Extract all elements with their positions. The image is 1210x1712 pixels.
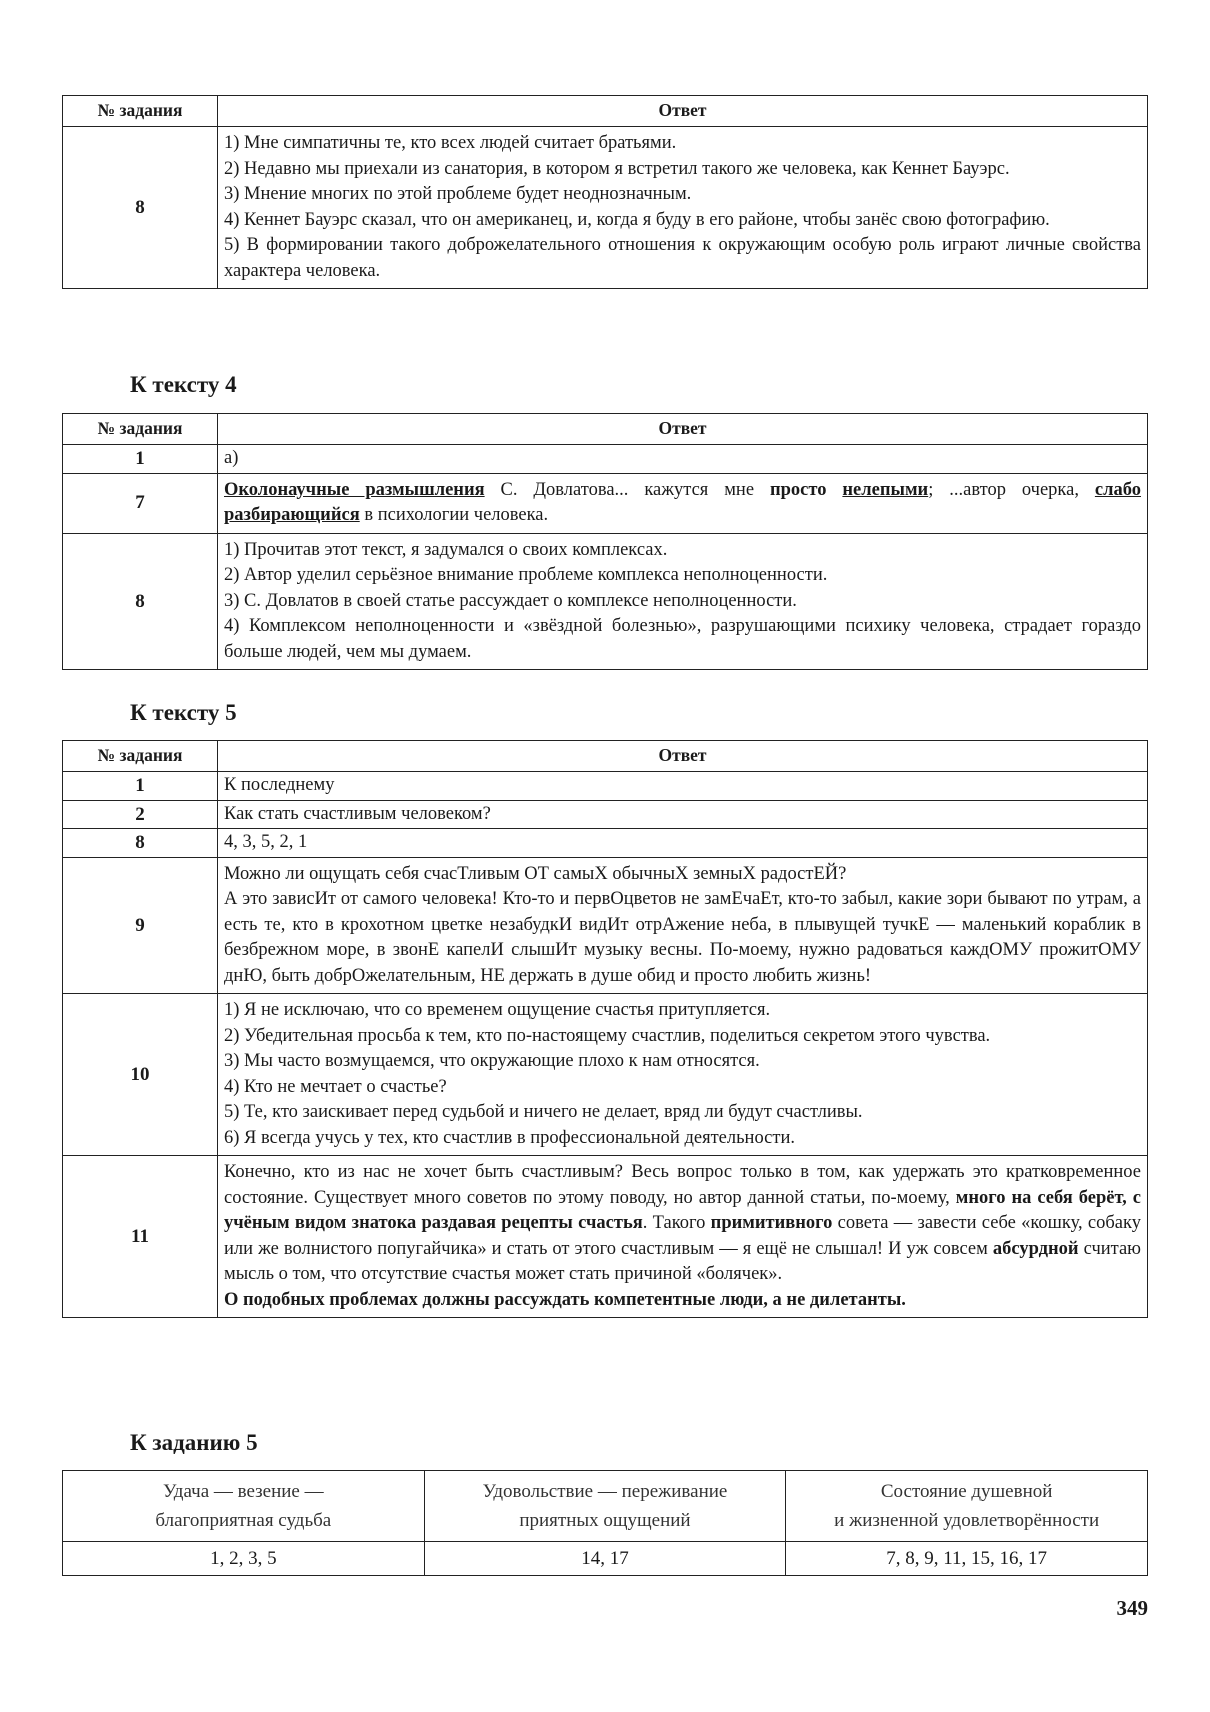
answer-fragment: примитивного [710,1213,833,1233]
answer-line: 2) Недавно мы приехали из санатория, в котором я встретил такого же человека, как Кеннет Бауэрс. [224,158,1010,179]
answer-fragment: . Такого [642,1213,711,1233]
answer-cell [218,473,1148,533]
answer-line: А это зависИт от самого человека! Кто-то и первОцветов не замЕчаЕт, кто-то забыл, какие зори бывают по утрам, а есть те, кто в крохотном цветке незабудкИ видИт отрАжение неба, в плывущей тучкЕ — маленький кораблик в безбрежном море, в звонЕ капелИ слышИт музыку весны. По-моему, нужно радоваться каждОМУ прожитОМУ днЮ, быть добрОжелательным, НЕ держать в душе обид и просто любить жизнь! [224,889,1141,986]
answer-line: 1) Прочитав этот текст, я задумался о своих комплексах. [224,539,668,560]
task-number: 1 [63,772,218,801]
classification-header [63,1471,425,1542]
task-number: 8 [63,829,218,858]
table-row [63,533,1148,670]
task-number: 8 [63,127,218,289]
answer-fragment: С. Довлатова... кажутся мне [484,479,770,500]
answer-line: 5) Те, кто заискивает перед судьбой и ничего не делает, вряд ли будут счастливы. [224,1102,863,1122]
table-row [63,473,1148,533]
header-line: благоприятная судьба [155,1510,332,1531]
answer-fragment: много на себя берёт, с учёным видом знатока раздавая рецепты счастья [224,1187,1141,1233]
answer-header: Ответ [218,741,1148,772]
table-header-row [63,414,1148,445]
classification-value: 14, 17 [424,1542,786,1576]
classification-values-row [63,1542,1148,1576]
task-number: 2 [63,800,218,829]
answer-cell: 4, 3, 5, 2, 1 [218,829,1148,858]
task-number: 10 [63,994,218,1156]
task-number: 9 [63,857,218,994]
task-number: 11 [63,1156,218,1318]
task-number: 8 [63,533,218,670]
answer-line: 4) Кто не мечтает о счастье? [224,1076,447,1097]
section-title-task5: К заданию 5 [130,1430,258,1455]
answer-line: 3) С. Довлатов в своей статье рассуждает о комплексе неполноценности. [224,590,797,611]
table-row [63,857,1148,994]
answer-line: 4) Кеннет Бауэрс сказал, что он американец, и, когда я буду в его районе, чтобы занёс свою фотографию. [224,209,1050,230]
answer-cell [218,857,1148,994]
answer-cell [218,127,1148,289]
answer-line: 1) Я не исключаю, что со временем ощущение счастья притупляется. [224,1000,771,1020]
answer-header: Ответ [218,414,1148,445]
classification-header-row [63,1471,1148,1542]
table-row [63,772,1148,801]
section-title-text4: К тексту 4 [130,372,237,397]
task-number: 7 [63,473,218,533]
answer-line: 1) Мне симпатичны те, кто всех людей считает братьями. [224,133,677,153]
answer-header: Ответ [218,96,1148,127]
answer-cell: а) [218,445,1148,474]
answer-line: 3) Мнение многих по этой проблеме будет неоднозначным. [224,184,692,204]
header-line: Удача — везение — [163,1481,324,1502]
answer-cell [218,1156,1148,1318]
answer-fragment: считаю мысль о том, что отсутствие счастья может стать причиной «болячек». [224,1238,1141,1284]
answer-line: 2) Автор уделил серьёзное внимание проблеме комплекса неполноценности. [224,565,828,585]
header-line: Состояние душевной [880,1481,1053,1502]
task-number-header: № задания [63,96,218,127]
task-number-header: № задания [63,741,218,772]
answer-fragment: ; ...автор очерка, [928,479,1095,500]
table-row [63,800,1148,829]
answer-line: 3) Мы часто возмущаемся, что окружающие плохо к нам относятся. [224,1051,760,1071]
table-row [63,445,1148,474]
header-line: Удовольствие — переживание [482,1481,728,1502]
answer-fragment: в психологии человека. [359,505,549,525]
answers-table-text3-continued [62,95,1148,289]
answer-line: 6) Я всегда учусь у тех, кто счастлив в профессиональной деятельности. [224,1127,795,1148]
answer-fragment: абсурдной [992,1238,1079,1259]
answer-cell [218,994,1148,1156]
table-header-row [63,741,1148,772]
answer-fragment: совета — завести себе «кошку, собаку или же волнистого попугайчика» и стать от этого счастливым — я ещё не слышал! И уж совсем [224,1213,1141,1259]
answers-table-text5 [62,740,1148,1318]
classification-header [786,1471,1148,1542]
answer-line: 5) В формировании такого доброжелательного отношения к окружающим особую роль играют личные свойства характера человека. [224,235,1141,281]
classification-header [424,1471,786,1542]
answer-line: 2) Убедительная просьба к тем, кто по-настоящему счастлив, поделиться секретом этого чувства. [224,1025,991,1046]
header-line: приятных ощущений [519,1510,691,1531]
table-row [63,127,1148,289]
answer-fragment: Конечно, кто из нас не хочет быть счастливым? Весь вопрос только в том, как удержать это кратковременное состояние. Существует много советов по этому поводу, но автор данной статьи, по-моему, [224,1162,1141,1208]
table-row [63,829,1148,858]
table-row [63,994,1148,1156]
answer-fragment: просто [769,479,843,500]
answer-fragment: нелепыми [842,479,929,500]
answer-cell [218,533,1148,670]
task-number: 1 [63,445,218,474]
classification-table [62,1470,1148,1576]
answer-fragment: Околонаучные размышления [224,479,485,500]
answer-line: 4) Комплексом неполноценности и «звёздной болезнью», разрушающими психику человека, страдает гораздо больше людей, чем мы думаем. [224,616,1141,662]
answer-line: Можно ли ощущать себя счасТливым ОТ самыХ обычныХ земныХ радостЕЙ? [224,863,847,884]
header-line: и жизненной удовлетворённости [834,1510,1100,1531]
section-title-text5: К тексту 5 [130,700,237,725]
answer-cell: Как стать счастливым человеком? [218,800,1148,829]
table-header-row [63,96,1148,127]
answer-fragment: О подобных проблемах должны рассуждать компетентные люди, а не дилетанты. [224,1289,906,1310]
page-number: 349 [1116,1596,1148,1620]
task-number-header: № задания [63,414,218,445]
answer-cell: К последнему [218,772,1148,801]
classification-value: 1, 2, 3, 5 [63,1542,425,1576]
answers-table-text4 [62,413,1148,670]
table-row [63,1156,1148,1318]
answer-fragment: слабо разбирающийся [224,479,1141,525]
classification-value: 7, 8, 9, 11, 15, 16, 17 [786,1542,1148,1576]
